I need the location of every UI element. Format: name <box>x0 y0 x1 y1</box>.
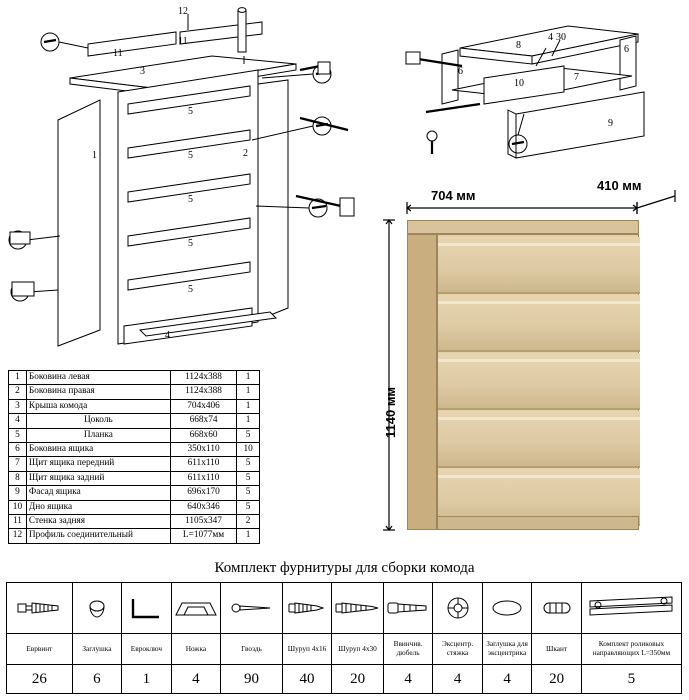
table-row <box>9 471 260 485</box>
dowel-icon <box>532 583 582 634</box>
part-number: 4 <box>9 414 27 428</box>
hardware-name: Заглушка <box>72 634 122 665</box>
table-row <box>9 428 260 442</box>
part-number: 3 <box>9 399 27 413</box>
drawer-1 <box>438 237 640 294</box>
hardware-kit-icons-row <box>7 583 682 634</box>
hardware-name: Еврвинт <box>7 634 73 665</box>
exploded-cabinet-diagram <box>0 0 372 362</box>
dresser-front <box>437 234 639 530</box>
part-name: Крыша комода <box>26 399 170 413</box>
screw-4x16-icon <box>282 583 332 634</box>
dresser-image <box>407 220 639 530</box>
part-qty: 1 <box>237 414 260 428</box>
svg-text:6: 6 <box>624 44 629 55</box>
table-row <box>9 500 260 514</box>
cap-plug-icon <box>72 583 122 634</box>
cam-cover-icon <box>482 583 532 634</box>
hardware-count: 20 <box>332 665 384 694</box>
part-qty: 5 <box>237 471 260 485</box>
table-row <box>9 385 260 399</box>
cam-lock-icon <box>433 583 483 634</box>
part-size: 640х346 <box>170 500 236 514</box>
parts-table <box>8 370 260 544</box>
svg-text:4: 4 <box>548 32 553 43</box>
part-name: Профиль соединительный <box>26 529 170 543</box>
svg-text:11: 11 <box>178 36 188 47</box>
hardware-name: Евроключ <box>122 634 172 665</box>
part-number: 1 <box>9 371 27 385</box>
part-name: Щит ящика передний <box>26 457 170 471</box>
table-row <box>9 515 260 529</box>
part-qty: 1 <box>237 371 260 385</box>
svg-text:5: 5 <box>188 150 193 161</box>
part-number: 2 <box>9 385 27 399</box>
hardware-count: 1 <box>122 665 172 694</box>
hardware-count: 4 <box>482 665 532 694</box>
height-dimension-label: 1140 мм <box>383 386 398 438</box>
hardware-count: 4 <box>383 665 433 694</box>
svg-text:11: 11 <box>113 48 123 59</box>
part-size: 1124х388 <box>170 371 236 385</box>
svg-text:10: 10 <box>514 78 524 89</box>
part-size: 611х110 <box>170 457 236 471</box>
nail-icon <box>221 583 283 634</box>
part-qty: 5 <box>237 486 260 500</box>
dresser-base-panel <box>437 516 639 530</box>
exploded-drawer-diagram <box>396 4 686 164</box>
table-row <box>9 443 260 457</box>
part-size: 611х110 <box>170 471 236 485</box>
drawer-2 <box>438 295 640 352</box>
part-number: 7 <box>9 457 27 471</box>
svg-text:1: 1 <box>92 150 97 161</box>
svg-text:30: 30 <box>556 32 566 43</box>
hardware-count: 5 <box>581 665 681 694</box>
roller-slides-icon <box>581 583 681 634</box>
drawer-4 <box>438 411 640 468</box>
hardware-name: Шуруп 4х30 <box>332 634 384 665</box>
svg-text:5: 5 <box>188 238 193 249</box>
part-number: 8 <box>9 471 27 485</box>
hardware-name: Шкант <box>532 634 582 665</box>
hardware-count: 26 <box>7 665 73 694</box>
part-qty: 5 <box>237 500 260 514</box>
part-name: Боковина правая <box>26 385 170 399</box>
hardware-count: 6 <box>72 665 122 694</box>
width-dimension-label: 704 мм <box>431 188 476 203</box>
part-qty: 10 <box>237 443 260 457</box>
part-name: Щит ящика задний <box>26 471 170 485</box>
part-name: Стенка задняя <box>26 515 170 529</box>
svg-text:12: 12 <box>178 6 188 17</box>
dresser-dimension-figure <box>375 178 685 556</box>
part-size: 1124х388 <box>170 385 236 399</box>
part-size: 350х110 <box>170 443 236 457</box>
part-size: 704х406 <box>170 399 236 413</box>
part-qty: 2 <box>237 515 260 529</box>
part-name: Дно ящика <box>26 500 170 514</box>
handle-leg-icon <box>171 583 221 634</box>
part-qty: 1 <box>237 529 260 543</box>
part-size: 668х60 <box>170 428 236 442</box>
svg-text:2: 2 <box>243 148 248 159</box>
part-number: 6 <box>9 443 27 457</box>
hardware-name: Заглушка для эксцентрика <box>482 634 532 665</box>
hardware-name: Гвоздь <box>221 634 283 665</box>
hardware-count: 20 <box>532 665 582 694</box>
svg-text:9: 9 <box>608 118 613 129</box>
part-name: Планка <box>26 428 170 442</box>
table-row <box>9 371 260 385</box>
part-number: 12 <box>9 529 27 543</box>
hardware-kit-table <box>6 582 682 694</box>
dresser-side-panel <box>407 234 437 530</box>
hardware-count: 4 <box>171 665 221 694</box>
part-number: 11 <box>9 515 27 529</box>
part-qty: 5 <box>237 457 260 471</box>
table-row <box>9 399 260 413</box>
depth-dimension-label: 410 мм <box>597 178 642 193</box>
part-name: Боковина левая <box>26 371 170 385</box>
svg-text:7: 7 <box>574 72 579 83</box>
dresser-top-panel <box>407 220 639 234</box>
svg-text:5: 5 <box>188 284 193 295</box>
table-row <box>9 486 260 500</box>
part-number: 10 <box>9 500 27 514</box>
svg-text:6: 6 <box>458 66 463 77</box>
part-size: L=1077мм <box>170 529 236 543</box>
hardware-kit-names-row <box>7 634 682 665</box>
hardware-kit-counts-row <box>7 665 682 694</box>
hardware-name: Ввинчив. дюбель <box>383 634 433 665</box>
part-size: 696х170 <box>170 486 236 500</box>
part-number: 9 <box>9 486 27 500</box>
svg-text:5: 5 <box>188 106 193 117</box>
part-qty: 1 <box>237 385 260 399</box>
hardware-count: 4 <box>433 665 483 694</box>
part-size: 668х74 <box>170 414 236 428</box>
svg-text:3: 3 <box>140 66 145 77</box>
part-name: Фасад ящика <box>26 486 170 500</box>
table-row <box>9 457 260 471</box>
svg-text:4: 4 <box>165 330 170 341</box>
hardware-name: Шуруп 4х16 <box>282 634 332 665</box>
part-qty: 5 <box>237 428 260 442</box>
hardware-name: Эксцентр. стяжка <box>433 634 483 665</box>
svg-text:8: 8 <box>516 40 521 51</box>
allen-key-icon <box>122 583 172 634</box>
hardware-count: 40 <box>282 665 332 694</box>
hardware-kit-title: Комплект фурнитуры для сборки комода <box>214 560 475 576</box>
part-qty: 1 <box>237 399 260 413</box>
part-name: Цоколь <box>26 414 170 428</box>
hardware-name: Ножка <box>171 634 221 665</box>
screw-4x30-icon <box>332 583 384 634</box>
part-name: Боковина ящика <box>26 443 170 457</box>
part-size: 1105х347 <box>170 515 236 529</box>
euro-screw-icon <box>7 583 73 634</box>
hardware-count: 90 <box>221 665 283 694</box>
hardware-name: Комплект роликовых направляющих L=350мм <box>581 634 681 665</box>
screw-in-dowel-icon <box>383 583 433 634</box>
drawer-3 <box>438 353 640 410</box>
table-row <box>9 414 260 428</box>
table-row <box>9 529 260 543</box>
svg-text:5: 5 <box>188 194 193 205</box>
part-number: 5 <box>9 428 27 442</box>
